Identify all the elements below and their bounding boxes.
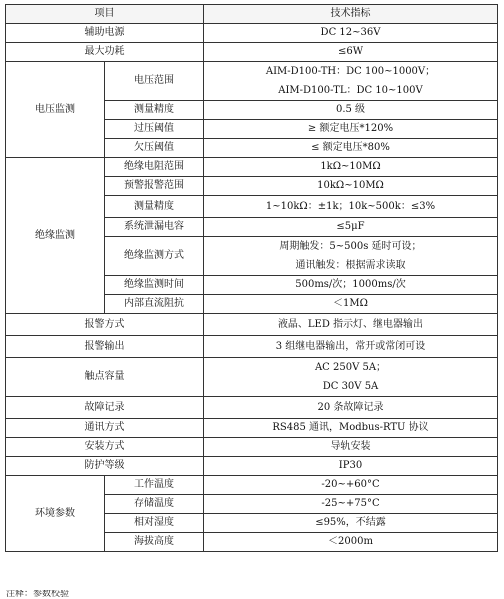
work-temp-value: -20~+60°C: [204, 476, 498, 495]
footnote: 注释：参数校验: [6, 590, 70, 599]
comm-value: RS485 通讯，Modbus-RTU 协议: [204, 419, 498, 438]
table-row: [6, 358, 498, 397]
table-row: [6, 476, 498, 495]
table-row: [6, 438, 498, 457]
aux-power-value: DC 12~36V: [204, 24, 498, 43]
table-row: [6, 24, 498, 43]
voltage-range-line1: AIM-D100-TH：DC 100~1000V；: [265, 66, 436, 77]
fault-record-label: 故障记录: [6, 397, 204, 419]
max-power-label: 最大功耗: [6, 43, 204, 62]
contact-value: [204, 358, 498, 397]
comm-label: 通讯方式: [6, 419, 204, 438]
voltage-group-label: 电压监测: [6, 62, 105, 158]
install-label: 安装方式: [6, 438, 204, 457]
insulation-mode-line2: 通讯触发：根据需求读取: [295, 260, 406, 271]
dc-resistance-label: 内部直流阻抗: [105, 295, 204, 314]
fault-record-value: 20 条故障记录: [204, 397, 498, 419]
insulation-res-range-value: 1kΩ~10MΩ: [204, 158, 498, 177]
dc-resistance-value: ＜1MΩ: [204, 295, 498, 314]
altitude-value: ＜2000m: [204, 533, 498, 552]
protection-value: IP30: [204, 457, 498, 476]
humidity-label: 相对湿度: [105, 514, 204, 533]
table-row: [6, 336, 498, 358]
store-temp-label: 存储温度: [105, 495, 204, 514]
insulation-mode-line1: 周期触发：5~500s 延时可设；: [279, 241, 422, 252]
alarm-output-value: 3 组继电器输出，常开或常闭可设: [204, 336, 498, 358]
insulation-time-value: 500ms/次；1000ms/次: [204, 276, 498, 295]
max-power-value: ≤6W: [204, 43, 498, 62]
overvoltage-label: 过压阈值: [105, 120, 204, 139]
header-item: 项目: [6, 5, 204, 24]
env-group-label: 环境参数: [6, 476, 105, 552]
insulation-group-label: 绝缘监测: [6, 158, 105, 314]
alarm-output-label: 报警输出: [6, 336, 204, 358]
table-row: [6, 43, 498, 62]
table-row: [6, 158, 498, 177]
insulation-accuracy-label: 测量精度: [105, 196, 204, 218]
contact-label: 触点容量: [6, 358, 204, 397]
humidity-value: ≤95%，不结露: [204, 514, 498, 533]
insulation-mode-label: 绝缘监测方式: [105, 237, 204, 276]
table-row: [6, 457, 498, 476]
alarm-mode-label: 报警方式: [6, 314, 204, 336]
voltage-range-value: [204, 62, 498, 101]
aux-power-label: 辅助电源: [6, 24, 204, 43]
leak-cap-value: ≤5μF: [204, 218, 498, 237]
install-value: 导轨安装: [204, 438, 498, 457]
undervoltage-label: 欠压阈值: [105, 139, 204, 158]
table-row: [6, 314, 498, 336]
insulation-time-label: 绝缘监测时间: [105, 276, 204, 295]
protection-label: 防护等级: [6, 457, 204, 476]
contact-line1: AC 250V 5A；: [314, 362, 387, 373]
contact-line2: DC 30V 5A: [322, 381, 379, 392]
table-row: [6, 62, 498, 101]
leak-cap-label: 系统泄漏电容: [105, 218, 204, 237]
alarm-mode-value: 液晶、LED 指示灯、继电器输出: [204, 314, 498, 336]
voltage-accuracy-label: 测量精度: [105, 101, 204, 120]
voltage-accuracy-value: 0.5 级: [204, 101, 498, 120]
altitude-label: 海拔高度: [105, 533, 204, 552]
work-temp-label: 工作温度: [105, 476, 204, 495]
insulation-mode-value: [204, 237, 498, 276]
header-spec: 技术指标: [204, 5, 498, 24]
store-temp-value: -25~+75°C: [204, 495, 498, 514]
insulation-accuracy-value: 1~10kΩ：±1k；10k~500k：≤3%: [204, 196, 498, 218]
voltage-range-label: 电压范围: [105, 62, 204, 101]
table-row: [6, 419, 498, 438]
table-header-row: [6, 5, 498, 24]
undervoltage-value: ≤ 额定电压*80%: [204, 139, 498, 158]
insulation-res-range-label: 绝缘电阻范围: [105, 158, 204, 177]
voltage-range-line2: AIM-D100-TL：DC 10~100V: [278, 85, 423, 96]
overvoltage-value: ≥ 额定电压*120%: [204, 120, 498, 139]
alarm-range-label: 预警报警范围: [105, 177, 204, 196]
alarm-range-value: 10kΩ~10MΩ: [204, 177, 498, 196]
table-row: [6, 397, 498, 419]
spec-table: [5, 4, 498, 552]
